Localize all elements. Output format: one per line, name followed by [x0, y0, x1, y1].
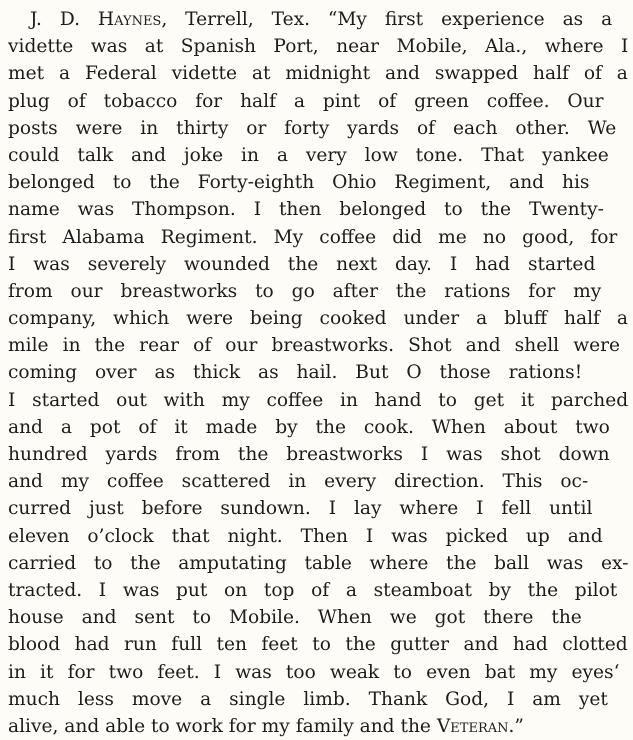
text-line: and a pot of it made by the cook. When about two [8, 416, 610, 438]
text-line: plug of tobacco for half a pint of green coffee. Our [8, 90, 604, 112]
text-line: and my coffee scattered in every direction. This oc- [8, 471, 589, 493]
text-line: hundred yards from the breastworks I was shot down [8, 444, 610, 465]
text-line-1 [8, 6, 628, 33]
text-line: vidette was at Spanish Port, near Mobile, Ala., where I [8, 36, 629, 58]
text-line: from our breastworks to go after the rations for my [8, 280, 602, 302]
text-line: met a Federal vidette at midnight and swapped half of a [8, 63, 628, 85]
last-line-end: .” [508, 715, 524, 737]
text-line: I was severely wounded the next day. I had started [8, 253, 596, 275]
text-line: mile in the rear of our breastworks. Shot and shell were [8, 335, 621, 357]
author-surname: Haynes [97, 9, 162, 30]
text-line: name was Thompson. I then belonged to the Twenty- [8, 199, 604, 221]
text-line: tracted. I was put on top of a steamboat by the pilot [8, 579, 618, 601]
text-line: carried to the amputating table where the ball was ex- [8, 552, 629, 574]
text-line: company, which were being cooked under a bluff half a [8, 308, 628, 330]
text-line: coming over as thick as hail. But O those rations! [8, 362, 583, 384]
body-lines [8, 33, 628, 713]
text-line: I started out with my coffee in hand to get it parched [8, 389, 629, 411]
text-line: could talk and joke in a very low tone. That yankee [8, 144, 609, 166]
author-initials: J. D. [30, 9, 98, 30]
text-line: belonged to the Forty-eighth Ohio Regiment, and his [8, 172, 590, 194]
last-line-start: alive, and able to work for my family and the [8, 715, 437, 737]
text-line: first Alabama Regiment. My coffee did me no good, for [8, 226, 618, 248]
text-line: posts were in thirty or forty yards of each other. We [8, 117, 617, 139]
text-line: eleven o’clock that night. Then I was picked up and [8, 525, 603, 547]
text-line: house and sent to Mobile. When we got there the [8, 607, 582, 629]
veteran-word: Veteran [436, 715, 509, 737]
text-line: blood had run full ten feet to the gutter and had clotted [8, 634, 628, 656]
article-text [8, 6, 628, 740]
text-line: curred just before sundown. I lay where I fell until [8, 498, 593, 520]
author-name [30, 9, 161, 30]
first-line-rest: , Terrell, Tex. “My first experience as a [161, 9, 613, 30]
text-line: much less move a single limb. Thank God, I am yet [8, 688, 608, 710]
text-line: in it for two feet. I was too weak to even bat my eyes‘ [8, 661, 620, 683]
text-line-last [8, 713, 628, 740]
